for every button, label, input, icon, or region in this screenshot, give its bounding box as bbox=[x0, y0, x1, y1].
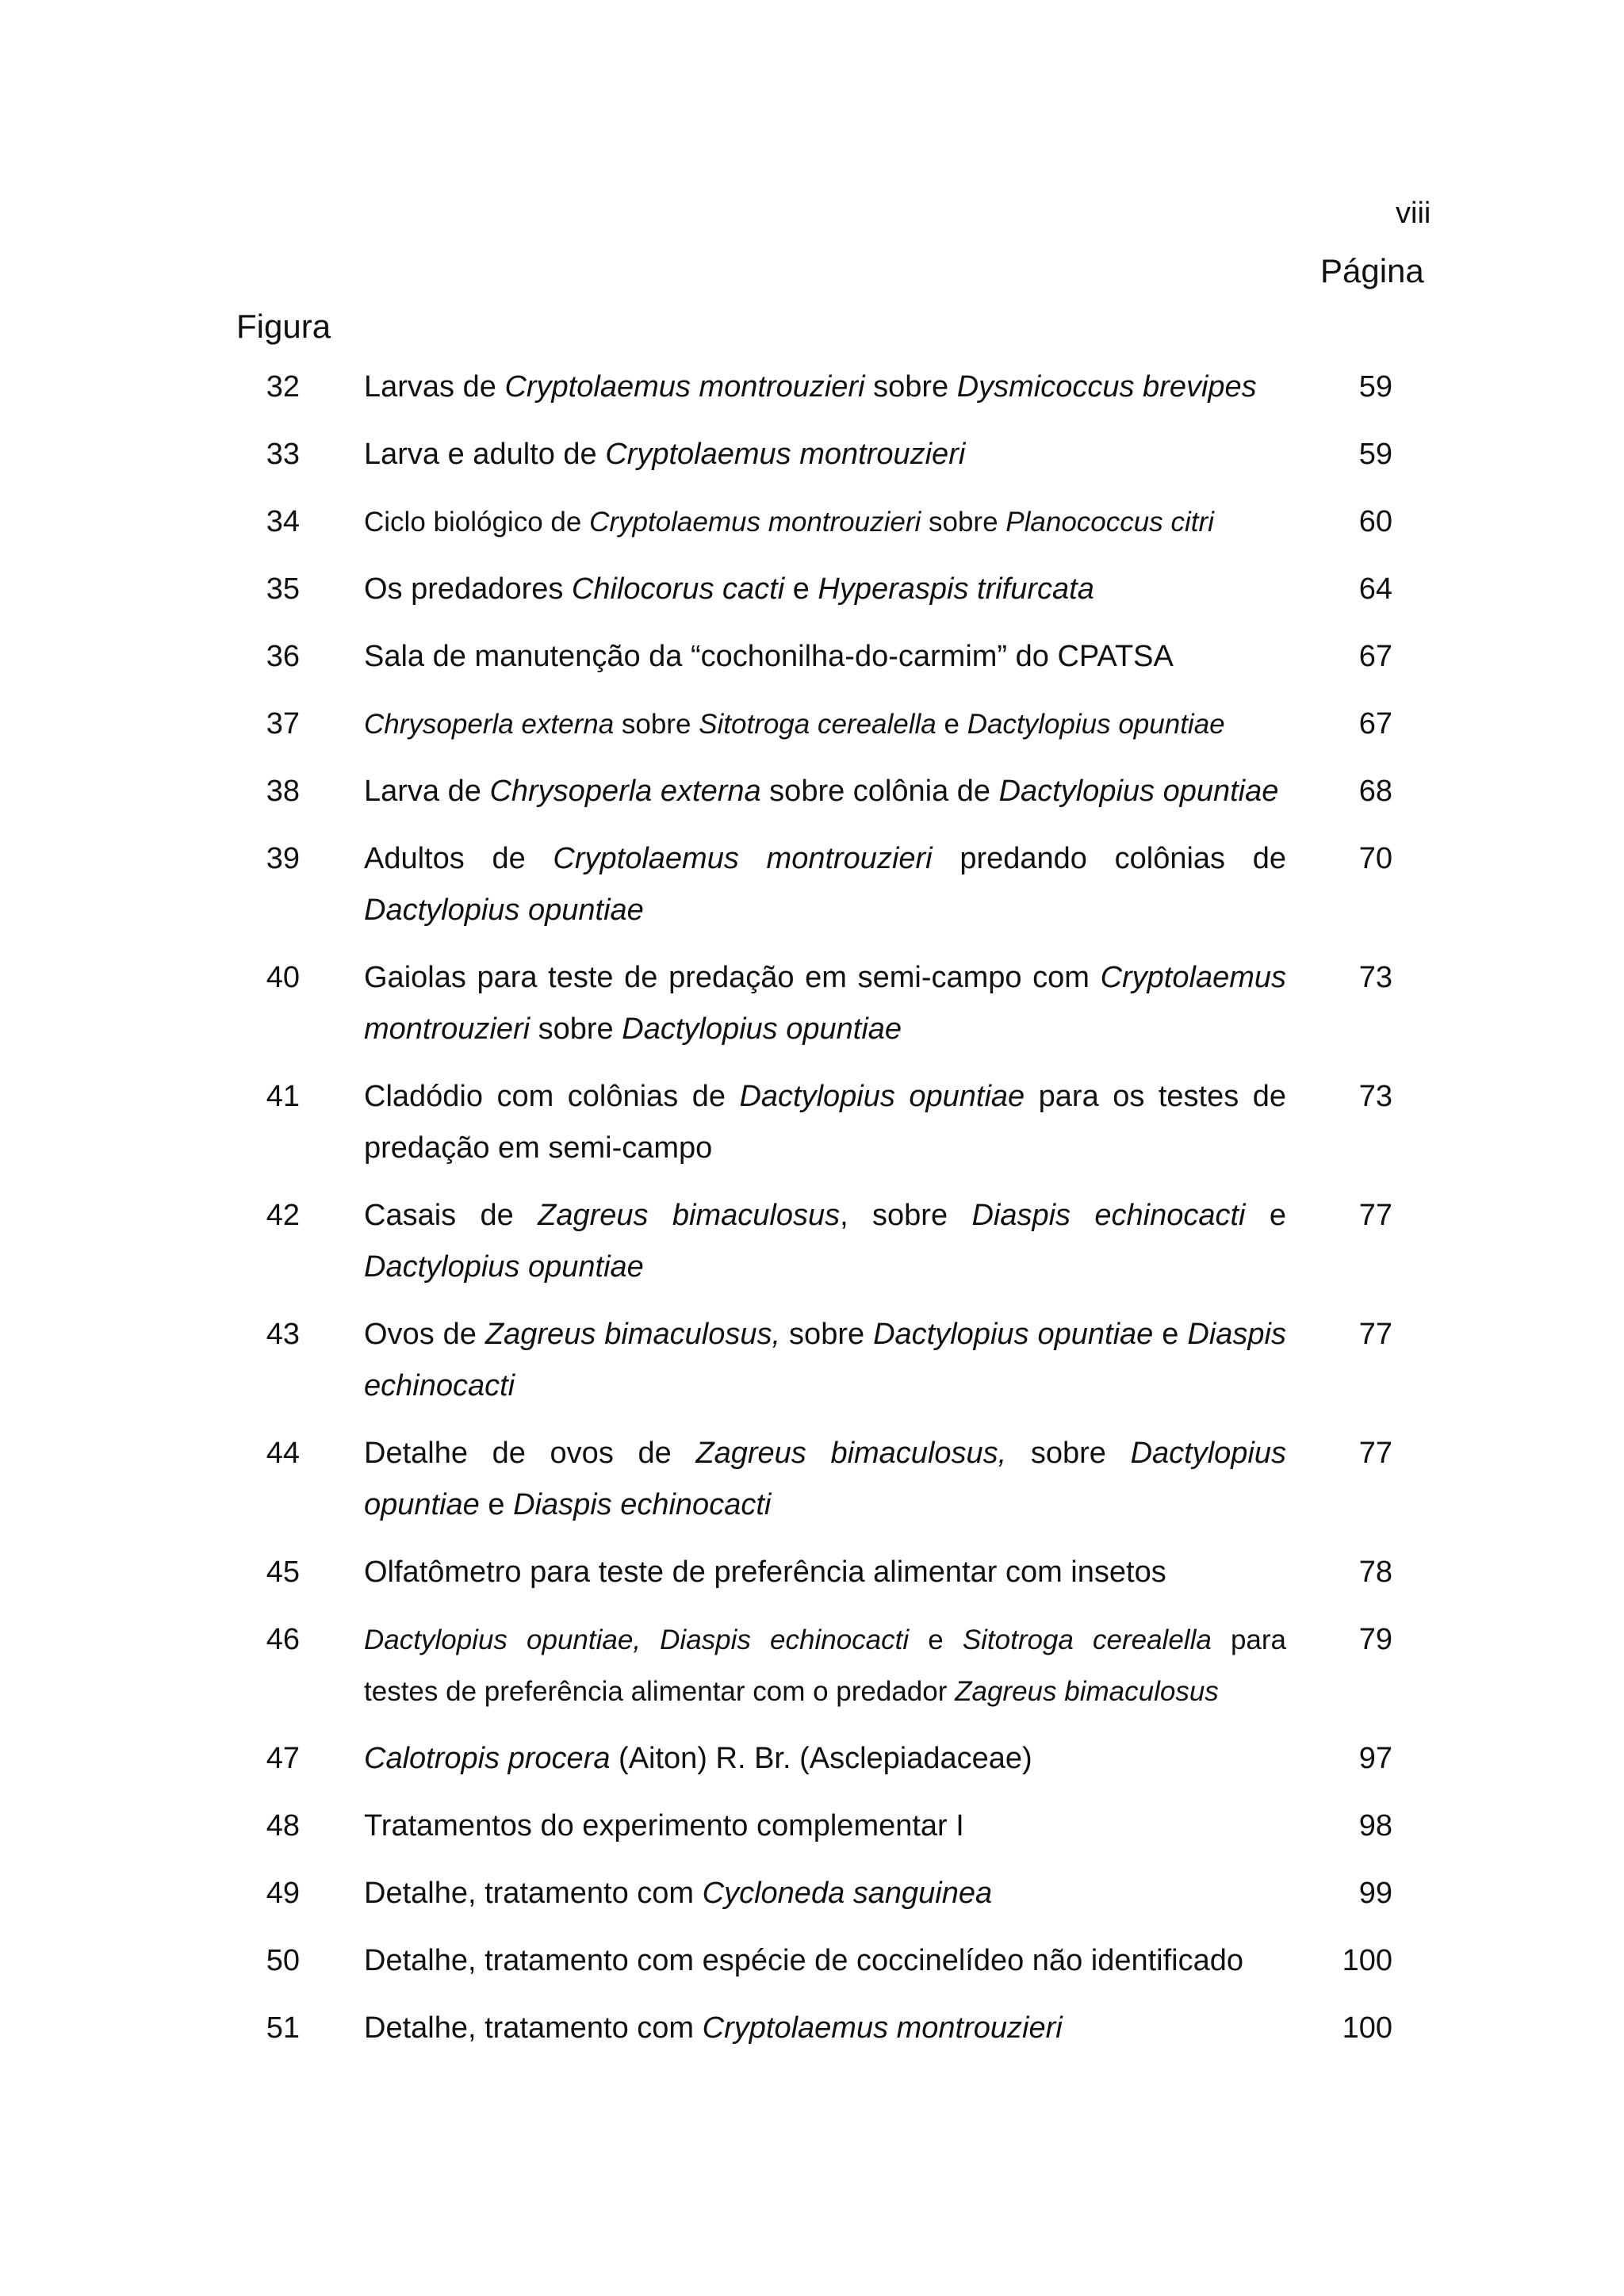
page-number: viii bbox=[1396, 197, 1431, 230]
caption-text: e bbox=[936, 709, 967, 740]
list-item bbox=[0, 952, 1624, 1055]
figure-number: 34 bbox=[266, 505, 300, 538]
caption-text: Gaiolas para teste de predação em semi-campo com bbox=[364, 961, 1101, 994]
figure-page: 67 bbox=[1358, 707, 1392, 740]
figure-number: 44 bbox=[266, 1437, 300, 1470]
caption-text: Ciclo biológico de bbox=[364, 507, 590, 538]
figure-number: 33 bbox=[266, 438, 300, 471]
figure-column-header: Figura bbox=[236, 308, 331, 345]
figure-number: 32 bbox=[266, 370, 300, 404]
list-item bbox=[0, 1935, 1624, 1987]
figure-caption bbox=[364, 1614, 1286, 1717]
caption-italic-text: Dactylopius opuntiae bbox=[998, 775, 1279, 808]
caption-italic-text: Dactylopius opuntiae bbox=[622, 1012, 902, 1046]
caption-text: e bbox=[479, 1488, 514, 1521]
caption-text: predando colônias de bbox=[932, 842, 1286, 875]
list-item bbox=[0, 1190, 1624, 1293]
list-item bbox=[0, 564, 1624, 615]
figure-page: 73 bbox=[1358, 1080, 1392, 1113]
list-item bbox=[0, 631, 1624, 683]
caption-text: Adultos de bbox=[364, 842, 553, 875]
figure-number: 39 bbox=[266, 842, 300, 875]
caption-text: Detalhe, tratamento com bbox=[364, 1877, 703, 1910]
list-item bbox=[0, 698, 1624, 750]
caption-italic-text: Zagreus bimaculosus bbox=[955, 1676, 1219, 1707]
figure-page: 59 bbox=[1358, 370, 1392, 404]
caption-italic-text: Cycloneda sanguinea bbox=[702, 1877, 993, 1910]
caption-text: Olfatômetro para teste de preferência alimentar com insetos bbox=[364, 1556, 1166, 1589]
caption-text: e bbox=[909, 1624, 963, 1655]
caption-italic-text: Dactylopius opuntiae bbox=[364, 894, 644, 927]
figure-number: 40 bbox=[266, 961, 300, 994]
figure-number: 50 bbox=[266, 1944, 300, 1977]
list-item bbox=[0, 496, 1624, 548]
figure-page: 99 bbox=[1358, 1877, 1392, 1910]
caption-italic-text: Diaspis echinocacti bbox=[364, 1318, 1286, 1402]
list-item bbox=[0, 1309, 1624, 1412]
figure-page: 59 bbox=[1358, 438, 1392, 471]
figure-page: 73 bbox=[1358, 961, 1392, 994]
list-item bbox=[0, 1071, 1624, 1174]
caption-italic-text: Dactylopius opuntiae bbox=[873, 1318, 1154, 1351]
figure-number: 37 bbox=[266, 707, 300, 740]
caption-italic-text: Diaspis echinocacti bbox=[971, 1199, 1246, 1232]
figure-caption bbox=[364, 698, 1286, 750]
figure-page: 77 bbox=[1358, 1437, 1392, 1470]
list-item bbox=[0, 1614, 1624, 1717]
figure-number: 46 bbox=[266, 1623, 300, 1656]
caption-text: e bbox=[1245, 1199, 1286, 1232]
figure-list bbox=[0, 362, 1624, 2070]
caption-text: Larva de bbox=[364, 775, 490, 808]
figure-caption bbox=[364, 1800, 1286, 1852]
caption-italic-text: Dactylopius opuntiae bbox=[364, 1437, 1286, 1521]
list-item bbox=[0, 429, 1624, 480]
figure-page: 98 bbox=[1358, 1809, 1392, 1843]
caption-italic-text: Cryptolaemus montrouzieri bbox=[605, 438, 966, 471]
figure-page: 64 bbox=[1358, 572, 1392, 606]
figure-caption bbox=[364, 429, 1286, 480]
caption-text: sobre bbox=[1006, 1437, 1131, 1470]
caption-text: Cladódio com colônias de bbox=[364, 1080, 740, 1113]
figure-page: 100 bbox=[1342, 1944, 1392, 1977]
caption-text: Detalhe, tratamento com bbox=[364, 2011, 703, 2045]
figure-caption bbox=[364, 1935, 1286, 1987]
figure-caption bbox=[364, 1733, 1286, 1785]
caption-italic-text: Zagreus bimaculosus, bbox=[695, 1437, 1007, 1470]
list-item bbox=[0, 1428, 1624, 1531]
figure-page: 79 bbox=[1358, 1623, 1392, 1656]
figure-caption bbox=[364, 766, 1286, 817]
caption-italic-text: Hyperaspis trifurcata bbox=[818, 572, 1094, 606]
figure-page: 97 bbox=[1358, 1742, 1392, 1775]
figure-page: 100 bbox=[1342, 2011, 1392, 2045]
page-column-header: Página bbox=[1320, 252, 1424, 289]
figure-caption bbox=[364, 1428, 1286, 1531]
caption-italic-text: Chrysoperla externa bbox=[364, 709, 615, 740]
caption-italic-text: Calotropis procera bbox=[364, 1742, 611, 1775]
caption-text: Larva e adulto de bbox=[364, 438, 606, 471]
figure-page: 70 bbox=[1358, 842, 1392, 875]
caption-italic-text: Diaspis echinocacti bbox=[513, 1488, 772, 1521]
caption-italic-text: Sitotroga cerealella bbox=[962, 1624, 1212, 1655]
caption-text: (Aiton) R. Br. (Asclepiadaceae) bbox=[610, 1742, 1032, 1775]
caption-italic-text: Sitotroga cerealella bbox=[699, 709, 936, 740]
figure-caption bbox=[364, 1309, 1286, 1412]
figure-caption bbox=[364, 1071, 1286, 1174]
caption-text: Tratamentos do experimento complementar I bbox=[364, 1809, 964, 1843]
list-item bbox=[0, 362, 1624, 413]
caption-italic-text: Cryptolaemus montrouzieri bbox=[553, 842, 933, 875]
list-item bbox=[0, 833, 1624, 936]
list-item bbox=[0, 2003, 1624, 2054]
list-item bbox=[0, 1800, 1624, 1852]
figure-caption bbox=[364, 1547, 1286, 1598]
figure-number: 45 bbox=[266, 1556, 300, 1589]
list-item bbox=[0, 1733, 1624, 1785]
caption-text: Ovos de bbox=[364, 1318, 485, 1351]
figure-number: 49 bbox=[266, 1877, 300, 1910]
figure-number: 48 bbox=[266, 1809, 300, 1843]
caption-italic-text: Cryptolaemus montrouzieri bbox=[589, 507, 921, 538]
caption-italic-text: Zagreus bimaculosus bbox=[538, 1199, 841, 1232]
caption-italic-text: Cryptolaemus montrouzieri bbox=[364, 961, 1286, 1046]
caption-italic-text: Cryptolaemus montrouzieri bbox=[702, 2011, 1063, 2045]
figure-number: 36 bbox=[266, 640, 300, 673]
caption-italic-text: Dysmicoccus brevipes bbox=[956, 370, 1257, 404]
caption-text: , sobre bbox=[840, 1199, 972, 1232]
list-item bbox=[0, 1547, 1624, 1598]
figure-caption bbox=[364, 952, 1286, 1055]
figure-number: 47 bbox=[266, 1742, 300, 1775]
caption-italic-text: Dactylopius opuntiae bbox=[739, 1080, 1025, 1113]
caption-text: sobre bbox=[921, 507, 1006, 538]
figure-number: 51 bbox=[266, 2011, 300, 2045]
caption-text: sobre colônia de bbox=[760, 775, 999, 808]
caption-text: Larvas de bbox=[364, 370, 505, 404]
figure-number: 41 bbox=[266, 1080, 300, 1113]
list-item bbox=[0, 1868, 1624, 1919]
caption-text: sobre bbox=[614, 709, 699, 740]
figure-caption bbox=[364, 631, 1286, 683]
caption-text: e bbox=[1153, 1318, 1188, 1351]
figure-caption bbox=[364, 496, 1286, 548]
figure-page: 77 bbox=[1358, 1318, 1392, 1351]
figure-page: 78 bbox=[1358, 1556, 1392, 1589]
caption-text: Detalhe de ovos de bbox=[364, 1437, 696, 1470]
figure-number: 42 bbox=[266, 1199, 300, 1232]
caption-italic-text: Dactylopius opuntiae bbox=[967, 709, 1225, 740]
caption-italic-text: Chrysoperla externa bbox=[489, 775, 761, 808]
figure-caption bbox=[364, 2003, 1286, 2054]
list-item bbox=[0, 766, 1624, 817]
figure-number: 35 bbox=[266, 572, 300, 606]
figure-number: 43 bbox=[266, 1318, 300, 1351]
caption-text: sobre bbox=[780, 1318, 874, 1351]
figure-caption bbox=[364, 833, 1286, 936]
caption-text: sobre bbox=[864, 370, 957, 404]
figure-caption bbox=[364, 1868, 1286, 1919]
figure-page: 60 bbox=[1358, 505, 1392, 538]
caption-text: Casais de bbox=[364, 1199, 538, 1232]
figure-number: 38 bbox=[266, 775, 300, 808]
caption-italic-text: Chilocorus cacti bbox=[571, 572, 785, 606]
caption-text: sobre bbox=[530, 1012, 622, 1046]
caption-italic-text: Zagreus bimaculosus, bbox=[485, 1318, 781, 1351]
caption-italic-text: Dactylopius opuntiae bbox=[364, 1250, 644, 1284]
figure-page: 67 bbox=[1358, 640, 1392, 673]
figure-page: 68 bbox=[1358, 775, 1392, 808]
caption-text: para testes de preferência alimentar com o predador bbox=[364, 1624, 1286, 1707]
caption-text: Detalhe, tratamento com espécie de coccinelídeo não identificado bbox=[364, 1944, 1244, 1977]
figure-caption bbox=[364, 362, 1286, 413]
figure-caption bbox=[364, 1190, 1286, 1293]
figure-page: 77 bbox=[1358, 1199, 1392, 1232]
caption-italic-text: Planococcus citri bbox=[1005, 507, 1214, 538]
caption-text: e bbox=[784, 572, 818, 606]
caption-italic-text: Dactylopius opuntiae, Diaspis echinocacti bbox=[364, 1624, 910, 1655]
caption-text: para os testes de predação em semi-campo bbox=[364, 1080, 1286, 1165]
caption-text: Os predadores bbox=[364, 572, 572, 606]
figure-caption bbox=[364, 564, 1286, 615]
caption-italic-text: Cryptolaemus montrouzieri bbox=[504, 370, 865, 404]
caption-text: Sala de manutenção da “cochonilha-do-carmim” do CPATSA bbox=[364, 640, 1174, 673]
